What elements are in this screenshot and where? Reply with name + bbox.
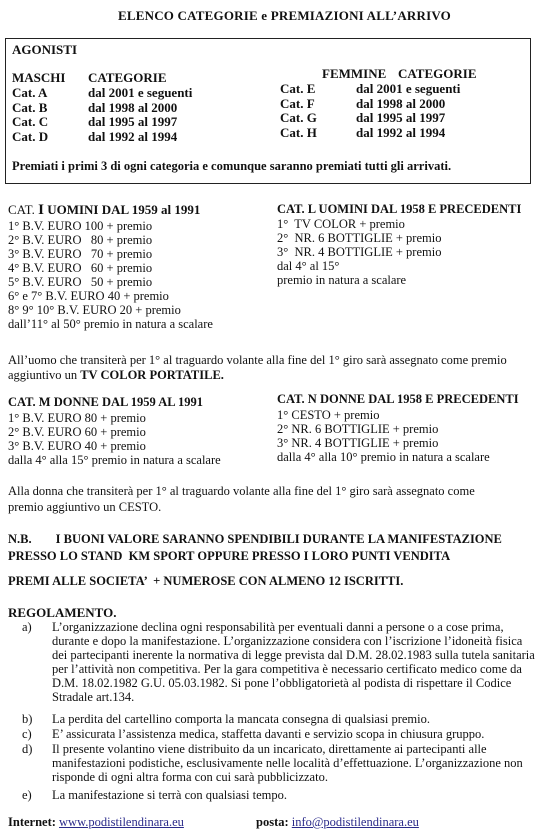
item-key: a) bbox=[22, 620, 32, 634]
website-link[interactable]: www.podistilendinara.eu bbox=[59, 815, 184, 829]
category-code: Cat. B bbox=[12, 99, 48, 115]
category-code: Cat. H bbox=[280, 124, 317, 140]
nb-line2: PRESSO LO STAND KM SPORT OPPURE PRESSO I LORO PUNTI VENDITA bbox=[8, 549, 451, 563]
list-item: 3° NR. 4 BOTTIGLIE + premio bbox=[277, 436, 439, 450]
category-range: dal 1992 al 1994 bbox=[356, 124, 446, 140]
list-item: dalla 4° alla 10° premio in natura a scalare bbox=[277, 450, 490, 464]
agonisti-box bbox=[5, 38, 531, 184]
category-range: dal 1998 al 2000 bbox=[356, 95, 446, 111]
volante-donna bbox=[8, 483, 475, 515]
list-item: dal 4° al 15° bbox=[277, 259, 340, 273]
premi-societa: PREMI ALLE SOCIETA’ + NUMEROSE CON ALMENO 12 ISCRITTI. bbox=[8, 574, 404, 588]
item-text: L’organizzazione declina ogni responsabilità per eventuali danni a persone o a cose prima, durante e dopo la manifestazione. L’organizzazione considera con l’iscrizione l’idoneità fisica dei partecipanti inerente la normativa di legge prevista dal D.M. 28.02.1983 sulla tutela sanitaria per l’attività non competitiva. Per la gara competitiva è necessario certificato medico come da D.M. 18.02.1982 G.U. 05.03.1982. Si pone l’obbligatorietà al podista di rispettare il Codice Stradale art.134. bbox=[52, 620, 535, 704]
maschi-label: MASCHI bbox=[12, 70, 66, 85]
cat-i-list bbox=[8, 219, 213, 331]
list-item: 6° e 7° B.V. EURO 40 + premio bbox=[8, 289, 169, 303]
cat-i-heading: UOMINI DAL 1959 al 1991 bbox=[47, 202, 201, 217]
category-range: dal 1992 al 1994 bbox=[88, 128, 178, 144]
cat-m-list bbox=[8, 411, 221, 467]
category-row bbox=[280, 124, 446, 141]
list-item: 3° NR. 4 BOTTIGLIE + premio bbox=[277, 245, 442, 259]
item-key: d) bbox=[22, 742, 33, 756]
footer-internet bbox=[8, 815, 184, 830]
category-row bbox=[12, 85, 193, 101]
item-text: Il presente volantino viene distribuito da un incaricato, direttamente ai partecipanti alle manifestazioni podistiche, esclusivamente nelle località d’effettuazione. L’organizzazione non risponde di ogni altra forma con cui sarà pubblicizzato. bbox=[52, 742, 523, 784]
agonisti-note: Premiati i primi 3 di ogni categoria e comunque saranno premiati tutti gli arrivati. bbox=[12, 159, 452, 173]
category-range: dal 1995 al 1997 bbox=[356, 110, 446, 125]
volante-uomo-prize: TV COLOR PORTATILE. bbox=[80, 368, 224, 382]
category-range: dal 1998 al 2000 bbox=[88, 99, 178, 115]
item-text: E’ assicurata l’assistenza medica, staffetta davanti e servizio scopa in chiusura gruppo. bbox=[52, 727, 485, 741]
item-key: e) bbox=[22, 788, 32, 802]
list-item: premio in natura a scalare bbox=[277, 273, 407, 287]
list-item: 3° B.V. EURO 70 + premio bbox=[8, 247, 153, 261]
regolamento-item bbox=[22, 620, 537, 704]
list-item: 1° B.V. EURO 80 + premio bbox=[8, 411, 146, 425]
list-item: 8° 9° 10° B.V. EURO 20 + premio bbox=[8, 303, 181, 317]
posta-label: posta: bbox=[256, 815, 289, 829]
regolamento-item bbox=[22, 727, 537, 741]
maschi-categorie-label: CATEGORIE bbox=[88, 70, 167, 85]
item-key: c) bbox=[22, 727, 32, 741]
volante-uomo bbox=[8, 353, 507, 383]
regolamento-heading: REGOLAMENTO. bbox=[8, 605, 117, 620]
category-row bbox=[12, 99, 178, 116]
category-code: Cat. A bbox=[12, 85, 48, 100]
category-row bbox=[280, 95, 446, 112]
category-code: Cat. C bbox=[12, 114, 49, 129]
femmine-categorie-label: CATEGORIE bbox=[398, 66, 477, 81]
list-item: 2° B.V. EURO 60 + premio bbox=[8, 425, 146, 439]
cat-i-title bbox=[8, 203, 200, 217]
list-item: 1° B.V. EURO 100 + premio bbox=[8, 219, 153, 233]
category-range: dal 2001 e seguenti bbox=[88, 85, 193, 100]
cat-m-title: CAT. M DONNE DAL 1959 AL 1991 bbox=[8, 395, 204, 409]
cat-i-prefix: CAT. bbox=[8, 202, 35, 217]
category-code: Cat. G bbox=[280, 110, 317, 125]
nb-notice bbox=[8, 531, 502, 565]
list-item: dall’11° al 50° premio in natura a scalare bbox=[8, 317, 213, 331]
email-link[interactable]: info@podistilendinara.eu bbox=[291, 815, 419, 829]
category-range: dal 1995 al 1997 bbox=[88, 114, 178, 129]
list-item: 2° B.V. EURO 80 + premio bbox=[8, 233, 153, 247]
nb-line1: I BUONI VALORE SARANNO SPENDIBILI DURANTE LA MANIFESTAZIONE bbox=[55, 532, 502, 546]
item-text: La manifestazione si terrà con qualsiasi tempo. bbox=[52, 788, 287, 802]
cat-n-list bbox=[277, 408, 490, 464]
list-item: 3° B.V. EURO 40 + premio bbox=[8, 439, 146, 453]
nb-label: N.B. bbox=[8, 532, 32, 546]
list-item: 2° NR. 6 BOTTIGLIE + premio bbox=[277, 422, 439, 436]
item-key: b) bbox=[22, 712, 33, 726]
regolamento-item bbox=[22, 742, 537, 784]
volante-donna-line2: premio aggiuntivo un CESTO. bbox=[8, 500, 162, 514]
regolamento-item bbox=[22, 788, 537, 802]
category-row bbox=[280, 110, 446, 126]
footer-posta bbox=[256, 815, 419, 830]
cat-n-title: CAT. N DONNE DAL 1958 E PRECEDENTI bbox=[277, 392, 519, 406]
list-item: 2° NR. 6 BOTTIGLIE + premio bbox=[277, 231, 442, 245]
volante-donna-line1: Alla donna che transiterà per 1° al traguardo volante alla fine del 1° giro sarà assegnato come bbox=[8, 484, 475, 498]
maschi-list bbox=[12, 85, 193, 144]
cat-l-title: CAT. L UOMINI DAL 1958 E PRECEDENTI bbox=[277, 202, 522, 216]
agonisti-heading: AGONISTI bbox=[12, 42, 78, 57]
list-item: 1° TV COLOR + premio bbox=[277, 217, 405, 231]
category-code: Cat. E bbox=[280, 81, 316, 96]
volante-uomo-line1: All’uomo che transiterà per 1° al traguardo volante alla fine del 1° giro sarà assegnato come premio bbox=[8, 353, 507, 367]
regolamento-item bbox=[22, 712, 537, 726]
category-row bbox=[280, 81, 461, 97]
category-code: Cat. F bbox=[280, 95, 315, 111]
list-item: 1° CESTO + premio bbox=[277, 408, 380, 422]
femmine-list bbox=[280, 81, 461, 140]
cat-i-letter: I bbox=[38, 202, 44, 218]
femmine-label: FEMMINE bbox=[322, 66, 387, 81]
page-title: ELENCO CATEGORIE e PREMIAZIONI ALL’ARRIVO bbox=[118, 8, 451, 23]
category-range: dal 2001 e seguenti bbox=[356, 81, 461, 96]
list-item: dalla 4° alla 15° premio in natura a scalare bbox=[8, 453, 221, 467]
category-row bbox=[12, 114, 178, 130]
list-item: 4° B.V. EURO 60 + premio bbox=[8, 261, 153, 275]
item-text: La perdita del cartellino comporta la mancata consegna di qualsiasi premio. bbox=[52, 712, 430, 726]
category-row bbox=[12, 128, 178, 145]
volante-uomo-line2 bbox=[8, 368, 507, 383]
internet-label: Internet: bbox=[8, 815, 56, 829]
cat-l-list bbox=[277, 217, 441, 287]
list-item: 5° B.V. EURO 50 + premio bbox=[8, 275, 153, 289]
volante-uomo-prefix: aggiuntivo un bbox=[8, 368, 78, 382]
category-code: Cat. D bbox=[12, 128, 49, 144]
